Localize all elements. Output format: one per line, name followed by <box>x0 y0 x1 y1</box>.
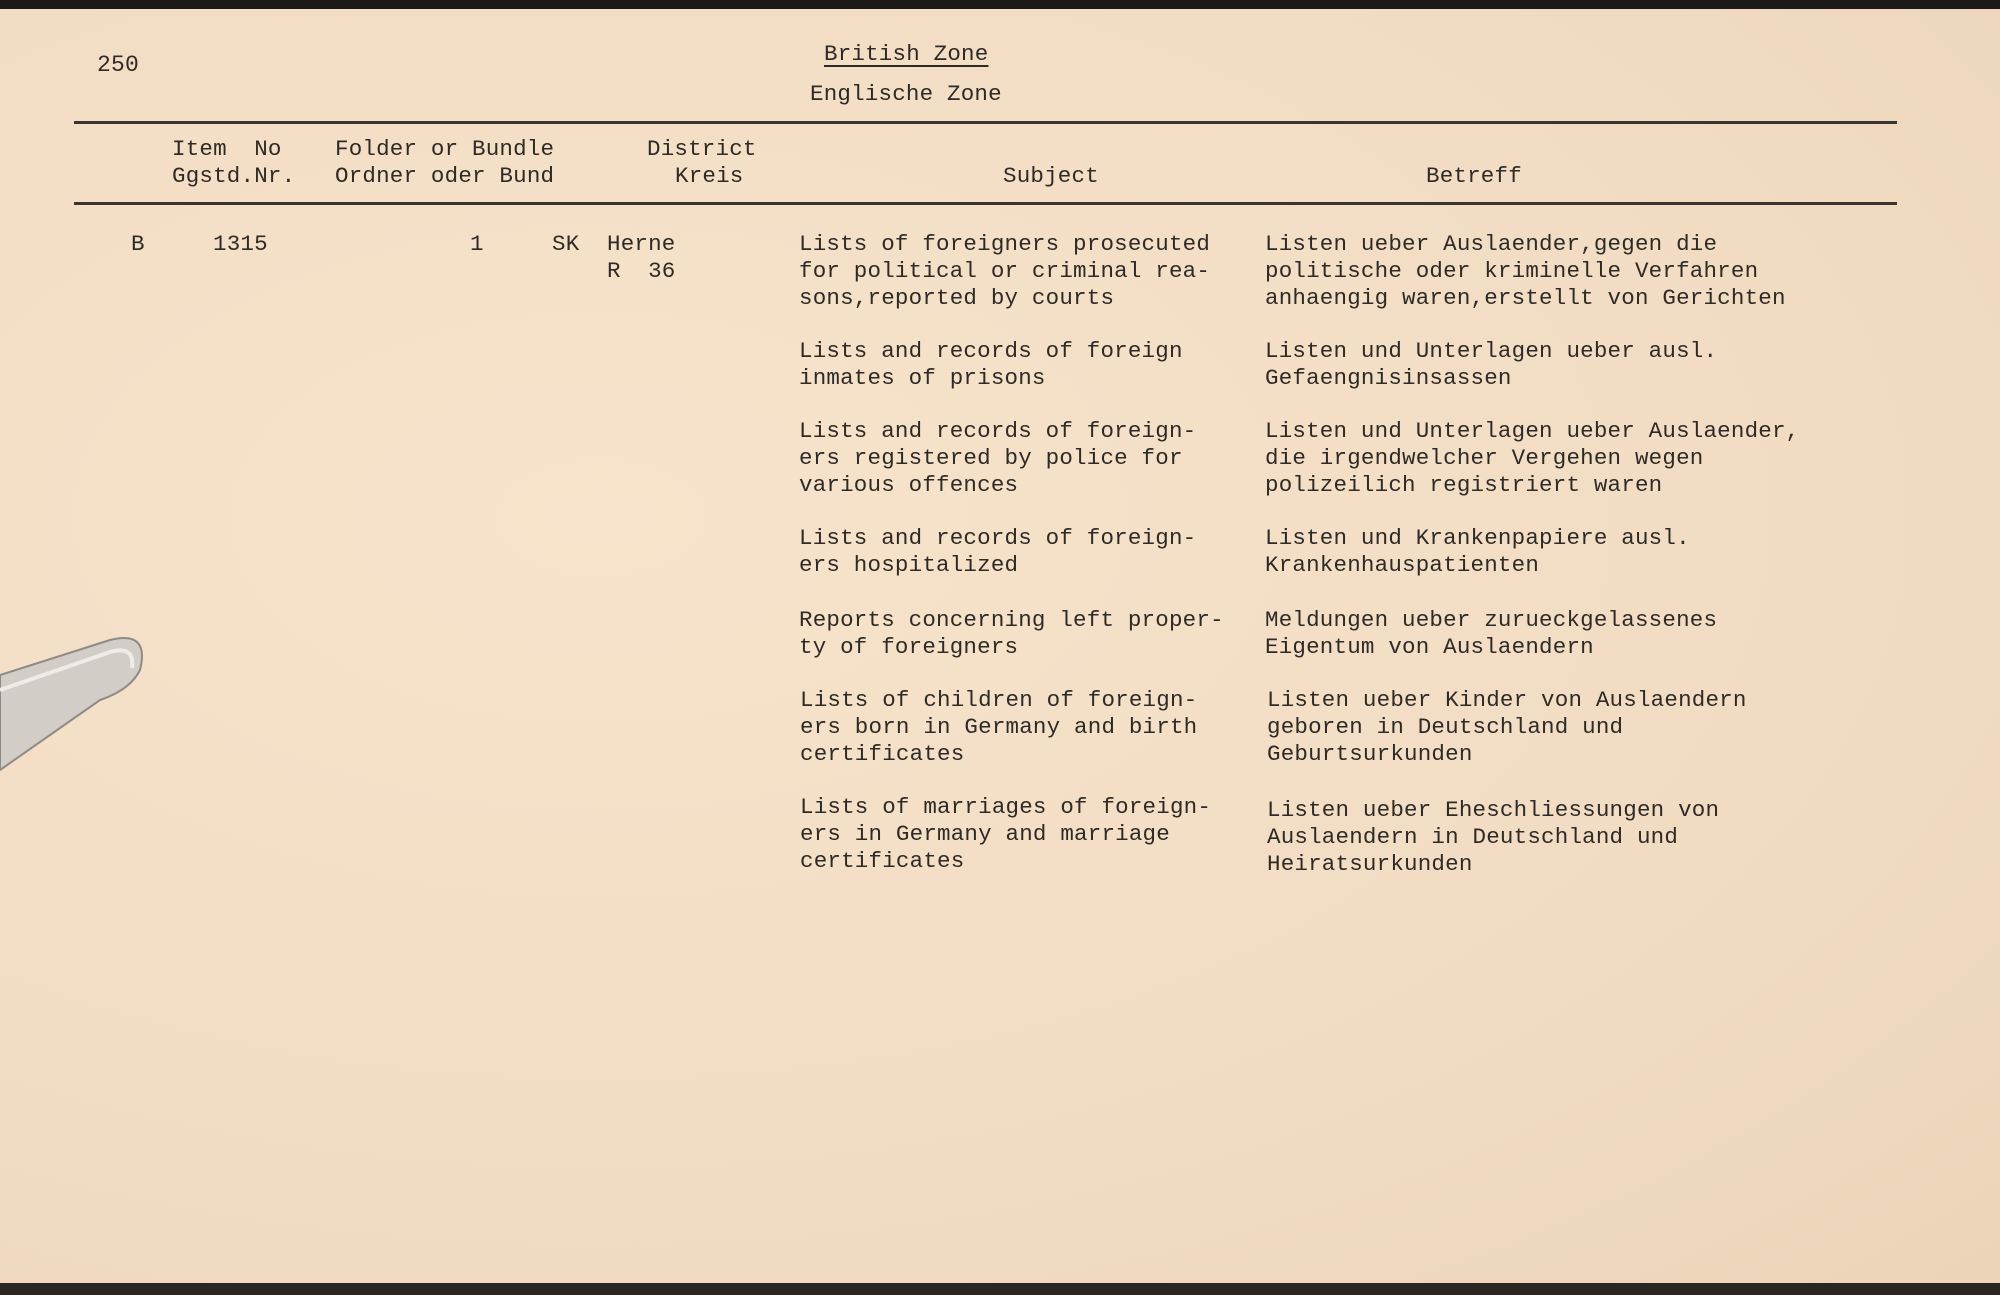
header-bottom-rule <box>74 202 1897 205</box>
header-district-en: District <box>647 136 757 162</box>
scan-border-top <box>0 0 2000 9</box>
header-district-de: Kreis <box>675 163 744 189</box>
header-folder-en: Folder or Bundle <box>335 136 555 162</box>
entry-betreff: Listen und Unterlagen ueber Auslaender, die irgendwelcher Vergehen wegen polizeilich registriert waren <box>1265 418 1800 498</box>
entry-subject: Lists of foreigners prosecuted for political or criminal rea- sons,reported by courts <box>799 231 1211 311</box>
entry-subject: Lists and records of foreign- ers registered by police for various offences <box>799 418 1197 498</box>
entry-subject: Lists of children of foreign- ers born in Germany and birth certificates <box>800 687 1198 767</box>
entry-subject: Reports concerning left proper- ty of foreigners <box>799 607 1224 660</box>
header-subject: Subject <box>1003 163 1099 189</box>
record-district-prefix: SK <box>552 231 580 257</box>
entry-betreff: Meldungen ueber zurueckgelassenes Eigentum von Auslaendern <box>1265 607 1718 660</box>
header-item-no-de: Ggstd.Nr. <box>172 163 296 189</box>
entry-subject: Lists of marriages of foreign- ers in Germany and marriage certificates <box>800 794 1212 874</box>
record-district: Herne <box>607 231 676 257</box>
entry-betreff: Listen und Unterlagen ueber ausl. Gefaengnisinsassen <box>1265 338 1718 391</box>
entry-betreff: Listen und Krankenpapiere ausl. Krankenhauspatienten <box>1265 525 1690 578</box>
record-item-no: 1315 <box>213 231 268 257</box>
page-number: 250 <box>97 52 140 78</box>
record-district-code: R 36 <box>607 258 676 284</box>
page-title: British Zone <box>824 41 989 67</box>
record-folder: 1 <box>470 231 484 257</box>
header-folder-de: Ordner oder Bund <box>335 163 555 189</box>
entry-betreff: Listen ueber Auslaender,gegen die politische oder kriminelle Verfahren anhaengig waren,erstellt von Gerichten <box>1265 231 1786 311</box>
record-series: B <box>131 231 145 257</box>
pen-tip-image <box>0 630 150 780</box>
scan-border-bottom <box>0 1283 2000 1295</box>
page-subtitle: Englische Zone <box>810 81 1002 107</box>
entry-subject: Lists and records of foreign- ers hospitalized <box>799 525 1197 578</box>
header-item-no-en: Item No <box>172 136 282 162</box>
header-betreff: Betreff <box>1426 163 1522 189</box>
entry-betreff: Listen ueber Kinder von Auslaendern geboren in Deutschland und Geburtsurkunden <box>1267 687 1747 767</box>
entry-subject: Lists and records of foreign inmates of prisons <box>799 338 1183 391</box>
header-top-rule <box>74 121 1897 124</box>
entry-betreff: Listen ueber Eheschliessungen von Auslaendern in Deutschland und Heiratsurkunden <box>1267 797 1720 877</box>
